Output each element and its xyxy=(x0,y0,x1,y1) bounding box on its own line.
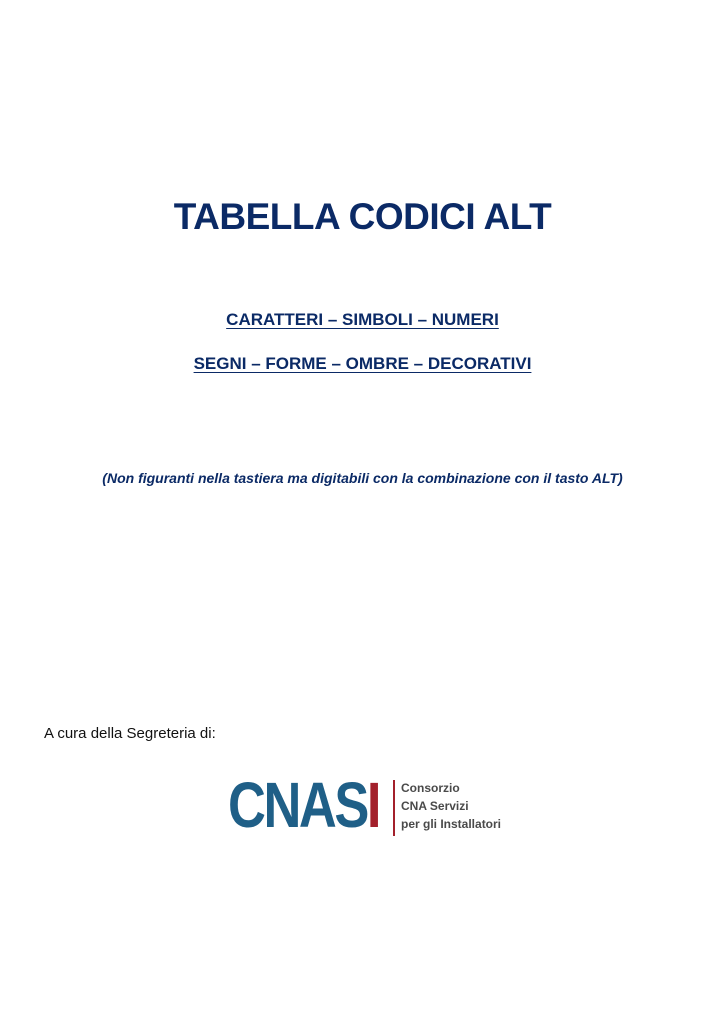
logo-tagline-line-2: CNA Servizi xyxy=(401,799,469,813)
cnasi-logo xyxy=(228,770,508,840)
document-title: TABELLA CODICI ALT xyxy=(173,196,552,237)
document-note: (Non figuranti nella tastiera ma digitabili con la combinazione con il tasto ALT) xyxy=(102,470,623,486)
logo-tagline-line-3: per gli Installatori xyxy=(401,817,502,831)
logo-wordmark-i: I xyxy=(366,769,379,841)
document-subtitle-1: CARATTERI – SIMBOLI – NUMERI xyxy=(226,310,499,329)
logo-wordmark xyxy=(228,770,379,840)
logo-divider xyxy=(393,780,395,836)
logo-tagline-line-1: Consorzio xyxy=(401,781,460,795)
logo-wordmark-s: S xyxy=(334,769,367,841)
credit-line: A cura della Segreteria di: xyxy=(44,725,216,742)
logo-tagline xyxy=(401,779,501,833)
document-subtitle-2: SEGNI – FORME – OMBRE – DECORATIVI xyxy=(193,354,532,373)
logo-wordmark-cna: CNA xyxy=(228,769,335,841)
